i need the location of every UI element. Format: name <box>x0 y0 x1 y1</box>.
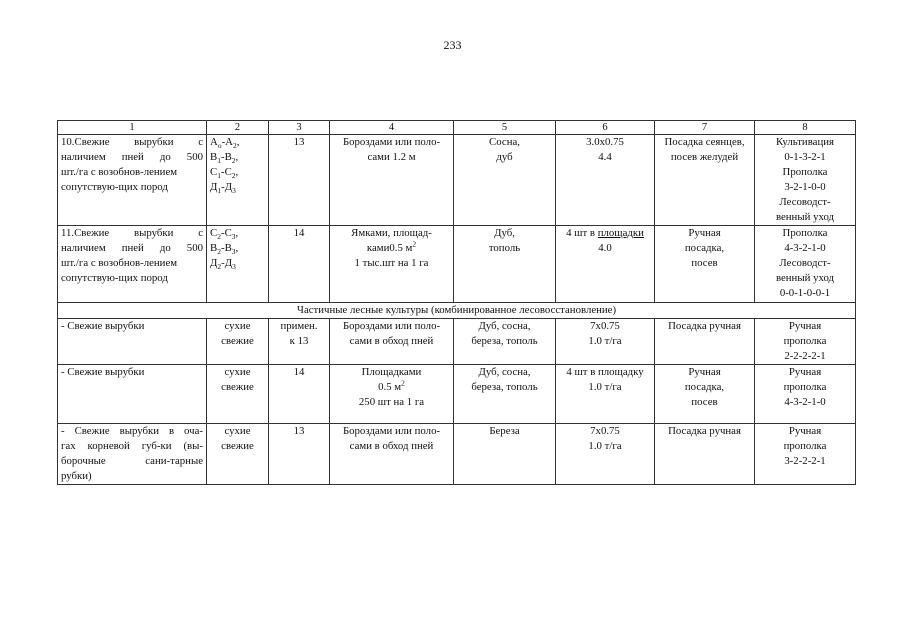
text-line: посев желудей <box>670 151 739 163</box>
row-care <box>755 365 856 424</box>
header-cell-5: 5 <box>454 121 556 135</box>
text-line: Дуб, сосна, <box>478 320 531 332</box>
text-line: шт./га с возобнов-лением <box>61 166 178 178</box>
text-line: Бороздами или поло- <box>342 136 441 148</box>
text-line: посадка, <box>684 242 725 254</box>
text-line: Дуб, сосна, <box>478 366 531 378</box>
text-line: свежие <box>221 335 254 347</box>
table-row <box>58 226 856 303</box>
text-line: Прополка <box>782 166 828 178</box>
text-line: Сосна, <box>489 136 520 148</box>
text-line: 4-3-2-1-0 <box>784 396 826 408</box>
text-line: сопутствую-щих пород <box>61 181 168 193</box>
row-scheme-number <box>269 319 330 365</box>
text-line: Посадка ручная <box>668 320 741 332</box>
type-code: $В_1-В_2$, <box>210 151 239 166</box>
row-planting-method <box>655 226 755 303</box>
row-scheme-number: 13 <box>269 135 330 226</box>
row-spacing <box>556 135 655 226</box>
text-line: Бороздами или поло- <box>342 425 441 437</box>
row-species <box>454 226 556 303</box>
row-spacing <box>556 319 655 365</box>
text-line: 7х0.75 <box>590 425 620 437</box>
text-line: 3.0х0.75 <box>586 136 624 148</box>
forest-culture-table <box>57 120 856 485</box>
text-line: Бороздами или поло- <box>342 320 441 332</box>
text-line: 4 шт в площадки <box>566 227 644 239</box>
row-forest-types <box>207 226 269 303</box>
table-row <box>58 319 856 365</box>
header-cell-2: 2 <box>207 121 269 135</box>
text-line: 4 шт в площадку <box>566 366 644 378</box>
table-row <box>58 365 856 424</box>
row-species <box>454 424 556 485</box>
row-preparation <box>330 365 454 424</box>
header-cell-6: 6 <box>556 121 655 135</box>
text-line: прополка <box>783 440 827 452</box>
type-code: $Д_1-Д_3$ <box>210 181 236 196</box>
text-line: дуб <box>496 151 513 163</box>
row-forest-types <box>207 319 269 365</box>
row-care <box>755 319 856 365</box>
row-preparation <box>330 226 454 303</box>
text-line: 2-2-2-2-1 <box>784 350 826 362</box>
text-line: Лесоводст- <box>779 257 831 269</box>
row-planting-method <box>655 424 755 485</box>
type-code: $А_о-А_2$, <box>210 136 240 151</box>
text-line: сухие <box>224 320 251 332</box>
text-line: венный уход <box>775 211 835 223</box>
text-line: сами в обход пней <box>349 335 434 347</box>
text-line: 3-2-1-0-0 <box>784 181 826 193</box>
text-line: сопутствую-щих пород <box>61 272 168 284</box>
section-title: Частичные лесные культуры (комбинированное лесовосстановление) <box>58 303 856 319</box>
row-care <box>755 226 856 303</box>
text-line: шт./га с возобнов-лением <box>61 257 178 269</box>
text-line: 4-3-2-1-0 <box>784 242 826 254</box>
type-code: $Д_2-Д_3$ <box>210 257 236 272</box>
text-line: тополь <box>488 242 521 254</box>
row-site-description <box>58 226 207 303</box>
text-line: посадка, <box>684 381 725 393</box>
header-cell-3: 3 <box>269 121 330 135</box>
row-species <box>454 319 556 365</box>
text-line: свежие <box>221 440 254 452</box>
text-line: 250 шт на 1 га <box>358 396 425 408</box>
text-line: Посадка сеянцев, <box>664 136 745 148</box>
text-line: - Свежие вырубки <box>61 366 145 378</box>
header-row <box>58 121 856 135</box>
text-line: 0.5 $м^2$ <box>378 378 405 393</box>
row-scheme-number: 14 <box>269 226 330 303</box>
table-row <box>58 135 856 226</box>
text-line: Ручная <box>788 425 822 437</box>
text-line: гах корневой губ-ки (вы- <box>61 440 203 452</box>
text-line: береза, тополь <box>471 381 538 393</box>
text-line: к 13 <box>289 335 309 347</box>
text-line: - Свежие вырубки <box>61 320 145 332</box>
text-line: ками0.5 $м^2$ <box>366 239 417 254</box>
text-line: Площадками <box>361 366 422 378</box>
text-line: Дуб, <box>494 227 515 239</box>
text-line: прополка <box>783 381 827 393</box>
section-row <box>58 303 856 319</box>
text-line: свежие <box>221 381 254 393</box>
text-line: посев <box>691 257 718 269</box>
text-line: венный уход <box>775 272 835 284</box>
text-line: Культивация <box>776 136 834 148</box>
header-cell-8: 8 <box>755 121 856 135</box>
text-line: Посадка ручная <box>668 425 741 437</box>
row-site-description <box>58 424 207 485</box>
text-line: 0-1-3-2-1 <box>784 151 826 163</box>
row-spacing <box>556 226 655 303</box>
row-species <box>454 365 556 424</box>
row-scheme-number: 13 <box>269 424 330 485</box>
row-site-description <box>58 365 207 424</box>
text-line: 1.0 т/га <box>588 381 622 393</box>
row-preparation <box>330 135 454 226</box>
text-line: Ручная <box>788 320 822 332</box>
text-line: Ямками, площад- <box>351 227 432 239</box>
row-care <box>755 135 856 226</box>
type-code: $С_1-С_2$, <box>210 166 239 181</box>
row-forest-types <box>207 365 269 424</box>
text-line: сами в обход пней <box>349 440 434 452</box>
text-line: борочные сани-тарные <box>61 455 203 467</box>
row-preparation <box>330 424 454 485</box>
row-planting-method <box>655 365 755 424</box>
text-line: сами 1.2 м <box>367 151 416 163</box>
text-line: наличием пней до 500 <box>61 242 203 254</box>
text-line: сухие <box>224 425 251 437</box>
row-care <box>755 424 856 485</box>
row-site-description <box>58 135 207 226</box>
header-cell-7: 7 <box>655 121 755 135</box>
table-row <box>58 424 856 485</box>
text-line: береза, тополь <box>471 335 538 347</box>
header-cell-1: 1 <box>58 121 207 135</box>
text-line: Лесоводст- <box>779 196 831 208</box>
row-preparation <box>330 319 454 365</box>
text-line: 1 тыс.шт на 1 га <box>354 257 429 269</box>
text-line: примен. <box>280 320 318 332</box>
text-line: 1.0 т/га <box>588 440 622 452</box>
text-line: прополка <box>783 335 827 347</box>
text-line: наличием пней до 500 <box>61 151 203 163</box>
text-line: 11.Свежие вырубки с <box>61 227 203 239</box>
row-spacing <box>556 365 655 424</box>
row-planting-method <box>655 319 755 365</box>
text-line: 4.4 <box>598 151 612 163</box>
text-line: 1.0 т/га <box>588 335 622 347</box>
text-line: рубки) <box>61 470 92 482</box>
text-line: 0-0-1-0-0-1 <box>779 287 831 299</box>
row-forest-types <box>207 135 269 226</box>
row-site-description <box>58 319 207 365</box>
text-line: 7х0.75 <box>590 320 620 332</box>
text-line: 3-2-2-2-1 <box>784 455 826 467</box>
row-forest-types <box>207 424 269 485</box>
row-spacing <box>556 424 655 485</box>
text-line: Береза <box>489 425 520 437</box>
text-line: 4.0 <box>598 242 612 254</box>
text-line: Прополка <box>782 227 828 239</box>
type-code: $С_2-С_3$, <box>210 227 239 242</box>
row-planting-method <box>655 135 755 226</box>
text-line: Ручная <box>688 366 721 378</box>
text-line: посев <box>691 396 718 408</box>
text-line: - Свежие вырубки в оча- <box>61 425 203 437</box>
row-scheme-number: 14 <box>269 365 330 424</box>
row-species <box>454 135 556 226</box>
text-line: 10.Свежие вырубки с <box>61 136 203 148</box>
text-line: Ручная <box>788 366 822 378</box>
header-cell-4: 4 <box>330 121 454 135</box>
type-code: $В_2-В_3$, <box>210 242 239 257</box>
text-line: сухие <box>224 366 251 378</box>
text-line: Ручная <box>688 227 721 239</box>
page-number: 233 <box>443 38 462 52</box>
